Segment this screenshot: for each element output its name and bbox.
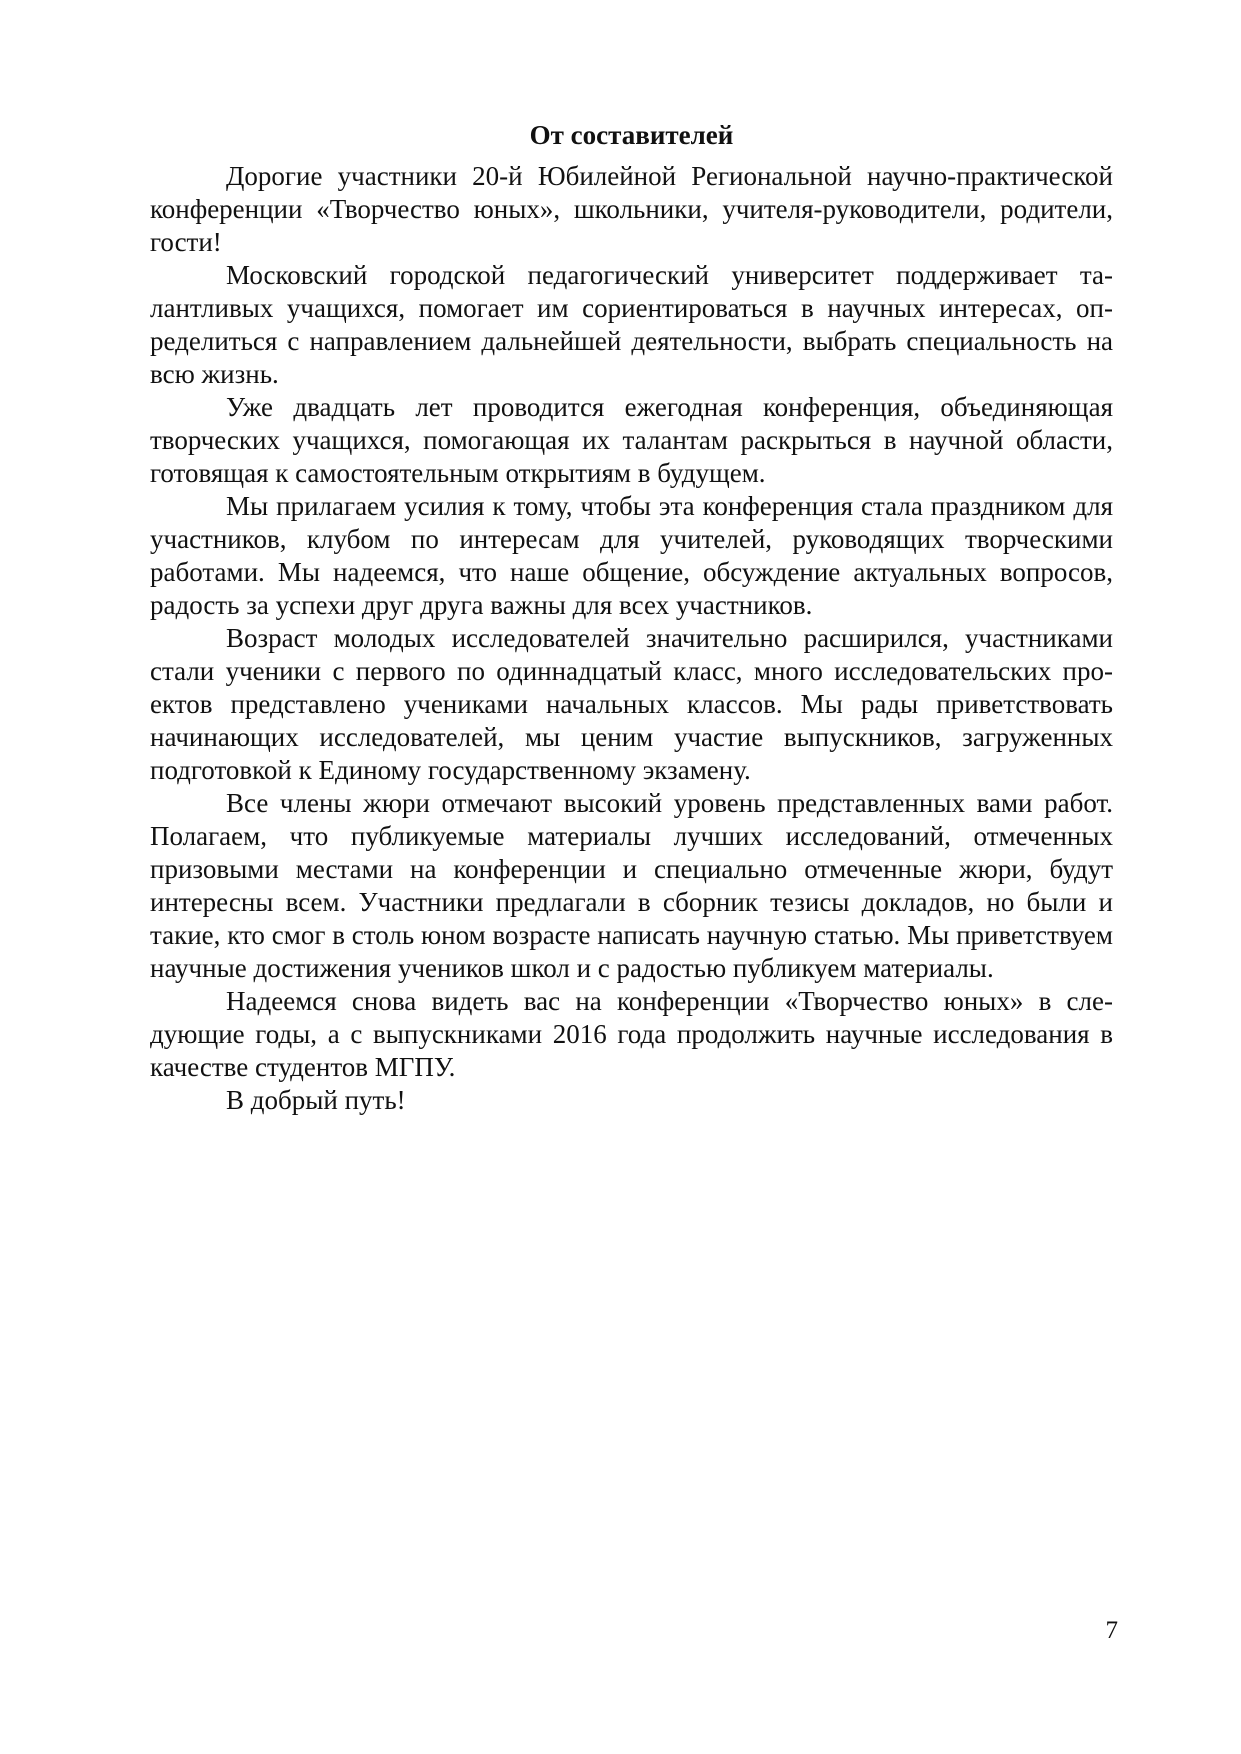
paragraph-farewell: В добрый путь! bbox=[226, 1085, 406, 1115]
paragraph-invitation: Надеемся снова видеть вас на конференции «Творчество юных» в следующие годы, а с выпускниками 2016 года продолжить научные исследования в качестве студентов МГПУ. bbox=[150, 986, 1113, 1082]
paragraph-conference-history: Уже двадцать лет проводится ежегодная конференция, объединяющая творческих учащихся, помогающая их талантам раскрыться в научной области, готовящая к самостоятельным открытиям в будущем. bbox=[150, 392, 1113, 488]
page-title: От составителей bbox=[529, 120, 734, 150]
paragraph-participants-age: Возраст молодых исследователей значительно расширился, участниками стали ученики с первого по одиннадцатый класс, много исследовательских проектов представлено учениками начальных классов. Мы рады приветствовать начинающих исследователей, мы ценим участие выпускников, загруженных подготовкой к Единому государственному экзамену. bbox=[150, 623, 1113, 785]
paragraph-efforts: Мы прилагаем усилия к тому, чтобы эта конференция стала праздником для участников, клубом по интересам для учителей, руководящих творческими работами. Мы надеемся, что наше общение, обсуждение актуальных вопросов, радость за успехи друг друга важны для всех участников. bbox=[150, 491, 1113, 620]
paragraph-greeting: Дорогие участники 20-й Юбилейной Региональной научно-практической конференции «Творчество юных», школьники, учителя-руководители, родители, гости! bbox=[150, 161, 1113, 257]
page-body bbox=[150, 118, 1113, 1117]
paragraph-university: Московский городской педагогический университет поддерживает талантливых учащихся, помогает им сориентироваться в научных интересах, определиться с направлением дальнейшей деятельности, выбрать специальность на всю жизнь. bbox=[150, 260, 1113, 389]
paragraph-jury: Все члены жюри отмечают высокий уровень представленных вами работ. Полагаем, что публикуемые материалы лучших исследований, отмеченных призовыми местами на конференции и специально отмеченные жюри, будут интересны всем. Участники предлагали в сборник тезисы докладов, но были и такие, кто смог в столь юном возрасте написать научную статью. Мы приветствуем научные достижения учеников школ и с радостью публикуем материалы. bbox=[150, 788, 1113, 983]
page-number: 7 bbox=[1105, 1617, 1118, 1644]
